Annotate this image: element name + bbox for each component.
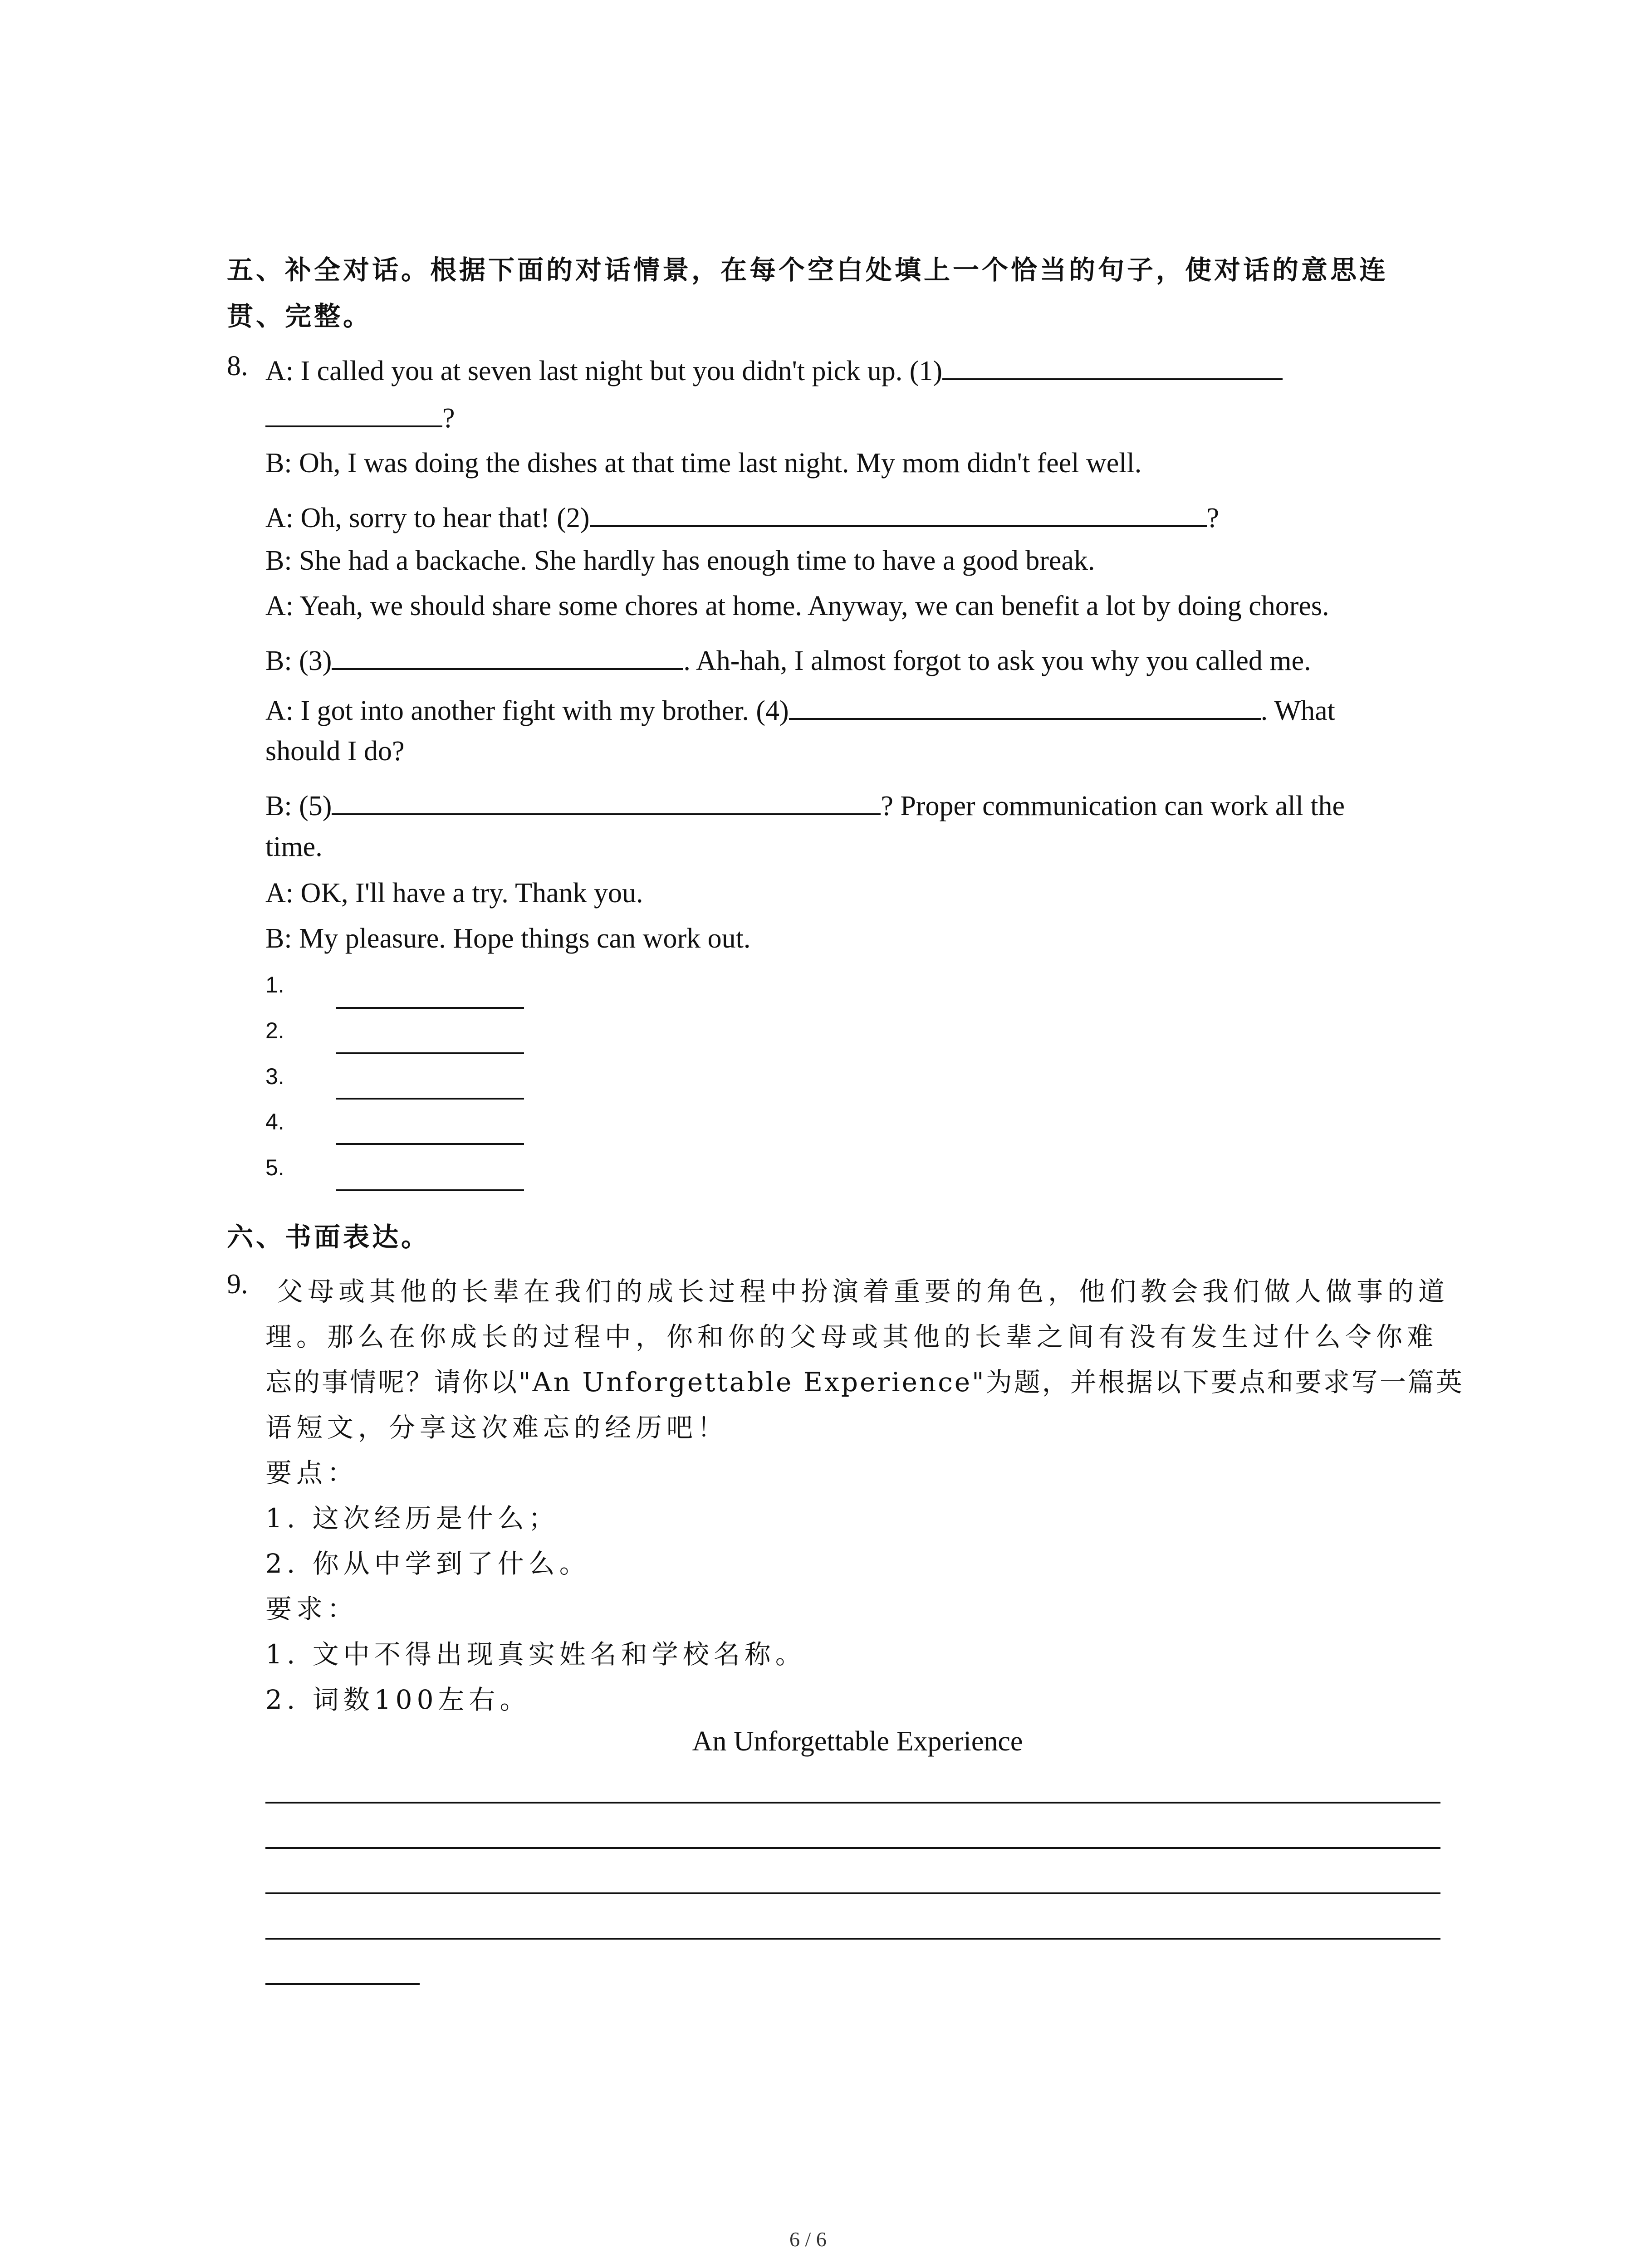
writing-line-2[interactable] (265, 1847, 1440, 1849)
answer-label-2: 2. (265, 1018, 284, 1043)
q9-requirements-label: 要求： (265, 1593, 358, 1624)
blank-3[interactable] (332, 642, 683, 670)
q8-line-7-a: A: I got into another fight with my brother. (4) (265, 695, 789, 726)
q8-line-3-text: A: Oh, sorry to hear that! (2) (265, 503, 590, 533)
answer-label-5: 5. (265, 1155, 284, 1180)
answer-line-3[interactable] (336, 1098, 524, 1100)
answer-label-3: 3. (265, 1064, 284, 1089)
blank-2[interactable] (590, 499, 1207, 527)
q9-paragraph-line-1: 父母或其他的长辈在我们的成长过程中扮演着重要的角色，他们教会我们做人做事的道 (277, 1276, 1450, 1307)
blank-5[interactable] (332, 787, 881, 815)
q8-line-8 (265, 787, 1345, 820)
answer-label-1: 1. (265, 972, 284, 997)
q9-requirement-1: 1. 文中不得出现真实姓名和学校名称。 (265, 1639, 806, 1670)
q9-number: 9. (227, 1269, 248, 1300)
q8-line-7c: should I do? (265, 736, 405, 767)
answer-line-1[interactable] (336, 1007, 524, 1009)
q8-line-7-b: . What (1260, 695, 1335, 726)
q8-line-8-a: B: (5) (265, 791, 332, 821)
q8-line-6 (265, 642, 1311, 675)
section5-heading-line1: 五、补全对话。根据下面的对话情景，在每个空白处填上一个恰当的句子，使对话的意思连 (227, 254, 1389, 285)
writing-line-1[interactable] (265, 1802, 1440, 1804)
q8-line-8c: time. (265, 831, 323, 862)
essay-title: An Unforgettable Experience (692, 1726, 1023, 1757)
q8-line-10: B: My pleasure. Hope things can work out. (265, 923, 751, 954)
q8-line-8-b: ? Proper communication can work all the (881, 791, 1345, 821)
answer-line-5[interactable] (336, 1189, 524, 1191)
q9-paragraph-line-3: 忘的事情呢？请你以"An Unforgettable Experience"为题，并根据以下要点和要求写一篇英 (265, 1367, 1464, 1398)
writing-line-3[interactable] (265, 1892, 1440, 1894)
q8-line-5: A: Yeah, we should share some chores at home. Anyway, we can benefit a lot by doing chores. (265, 591, 1329, 621)
blank-1b[interactable] (265, 399, 442, 427)
q8-line-1 (265, 352, 1283, 385)
section6-heading: 六、书面表达。 (227, 1222, 431, 1252)
writing-line-5[interactable] (265, 1983, 420, 1985)
q9-paragraph-line-2: 理。那么在你成长的过程中，你和你的父母或其他的长辈之间有没有发生过什么令你难 (265, 1321, 1438, 1352)
q8-line-1b-end: ? (442, 403, 455, 434)
q9-requirement-2: 2. 词数100左右。 (265, 1684, 531, 1715)
page-number: 6 / 6 (789, 2228, 827, 2251)
section5-heading-line2: 贯、完整。 (227, 301, 372, 332)
q8-line-6-b: . Ah-hah, I almost forgot to ask you why you called me. (683, 645, 1311, 676)
q8-line-3-end: ? (1206, 503, 1220, 533)
q8-line-2: B: Oh, I was doing the dishes at that time last night. My mom didn't feel well. (265, 448, 1142, 479)
q8-line-1-text: A: I called you at seven last night but you didn't pick up. (1) (265, 356, 942, 386)
q8-line-7 (265, 692, 1335, 725)
q8-line-1b (265, 399, 455, 432)
q9-point-1: 1. 这次经历是什么； (265, 1503, 559, 1534)
blank-1a[interactable] (942, 352, 1283, 380)
q9-points-label: 要点： (265, 1457, 358, 1488)
q8-number: 8. (227, 351, 248, 381)
q8-line-9: A: OK, I'll have a try. Thank you. (265, 878, 643, 909)
q8-line-3 (265, 499, 1219, 532)
q8-line-6-a: B: (3) (265, 645, 332, 676)
answer-line-2[interactable] (336, 1052, 524, 1054)
answer-label-4: 4. (265, 1109, 284, 1134)
writing-line-4[interactable] (265, 1938, 1440, 1940)
q9-point-2: 2. 你从中学到了什么。 (265, 1548, 590, 1579)
answer-line-4[interactable] (336, 1143, 524, 1145)
q8-line-4: B: She had a backache. She hardly has enough time to have a good break. (265, 545, 1095, 576)
q9-paragraph-line-4: 语短文，分享这次难忘的经历吧！ (265, 1412, 729, 1443)
blank-4[interactable] (789, 692, 1261, 720)
